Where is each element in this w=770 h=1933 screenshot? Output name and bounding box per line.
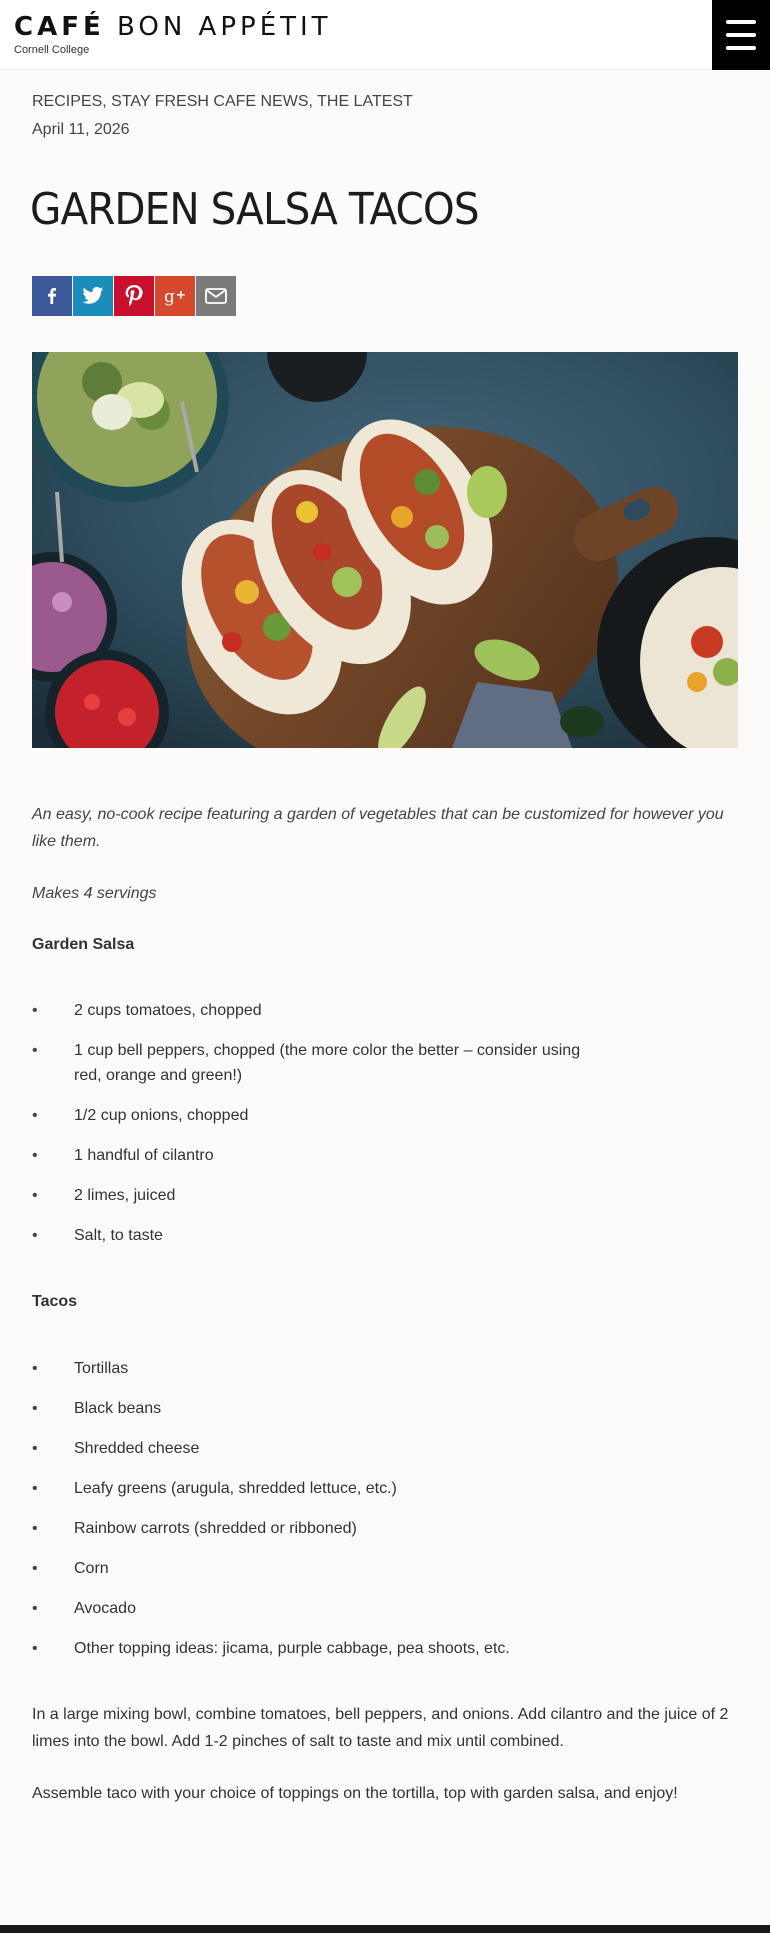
twitter-icon: [82, 286, 104, 306]
site-header: [0, 0, 770, 70]
instruction-step-1: In a large mixing bowl, combine tomatoes, bell peppers, and onions. Add cilantro and the juice of 2 limes into the bowl. Add 1-2 pinches of salt to taste and mix until combined.: [32, 1706, 729, 1750]
footer-bar: [0, 1925, 770, 1933]
category-link-recipes[interactable]: RECIPES: [32, 93, 103, 110]
share-pinterest-button[interactable]: [114, 276, 154, 316]
post-date: April 11, 2026: [32, 121, 130, 138]
list-item: • Rainbow carrots (shredded or ribboned): [32, 1516, 612, 1541]
salsa-ingredient-list: [32, 998, 612, 1263]
recipe-intro: An easy, no-cook recipe featuring a garden of vegetables that can be customized for however you like them.: [32, 806, 724, 850]
logo-cafe: CAFÉ: [14, 12, 105, 42]
envelope-icon: [205, 288, 227, 304]
facebook-icon: [42, 286, 62, 306]
share-email-button[interactable]: [196, 276, 236, 316]
share-twitter-button[interactable]: [73, 276, 113, 316]
instruction-step-2: Assemble taco with your choice of toppings on the tortilla, top with garden salsa, and enjoy!: [32, 1785, 678, 1802]
list-item: • Salt, to taste: [32, 1223, 612, 1248]
logo-bon-appetit: BON APPÉTIT: [117, 12, 332, 42]
list-item: • 2 limes, juiced: [32, 1183, 612, 1208]
list-item: • Other topping ideas: jicama, purple cabbage, pea shoots, etc.: [32, 1636, 612, 1661]
logo-subtitle: Cornell College: [14, 44, 90, 56]
share-facebook-button[interactable]: [32, 276, 72, 316]
category-link-the-latest[interactable]: THE LATEST: [317, 93, 413, 110]
hamburger-menu-button[interactable]: [712, 0, 770, 70]
tacos-ingredient-list: [32, 1356, 612, 1676]
list-item: • Tortillas: [32, 1356, 612, 1381]
share-google-plus-button[interactable]: [155, 276, 195, 316]
recipe-servings: Makes 4 servings: [32, 885, 157, 902]
share-buttons: [32, 276, 236, 316]
list-item: • Avocado: [32, 1596, 612, 1621]
list-item: • Leafy greens (arugula, shredded lettuce, etc.): [32, 1476, 612, 1501]
salsa-heading: Garden Salsa: [32, 936, 135, 953]
tacos-photo: [32, 352, 738, 748]
post-categories: RECIPES, STAY FRESH CAFE NEWS, THE LATEST: [32, 93, 413, 110]
hero-image: [32, 352, 738, 748]
site-logo[interactable]: [14, 12, 332, 56]
list-item: • 1 cup bell peppers, chopped (the more color the better – consider using red, orange and green!): [32, 1038, 612, 1088]
google-plus-icon: [163, 286, 187, 306]
logo-wordmark: [14, 12, 332, 42]
page-title: GARDEN SALSA TACOS: [30, 184, 479, 235]
list-item: • Black beans: [32, 1396, 612, 1421]
list-item: • 1/2 cup onions, chopped: [32, 1103, 612, 1128]
pinterest-icon: [125, 285, 143, 307]
list-item: • 2 cups tomatoes, chopped: [32, 998, 612, 1023]
list-item: • 1 handful of cilantro: [32, 1143, 612, 1168]
category-link-stay-fresh-cafe-news[interactable]: STAY FRESH CAFE NEWS: [111, 93, 309, 110]
list-item: • Corn: [32, 1556, 612, 1581]
list-item: • Shredded cheese: [32, 1436, 612, 1461]
svg-text:g: g: [164, 287, 175, 306]
tacos-heading: Tacos: [32, 1293, 78, 1310]
